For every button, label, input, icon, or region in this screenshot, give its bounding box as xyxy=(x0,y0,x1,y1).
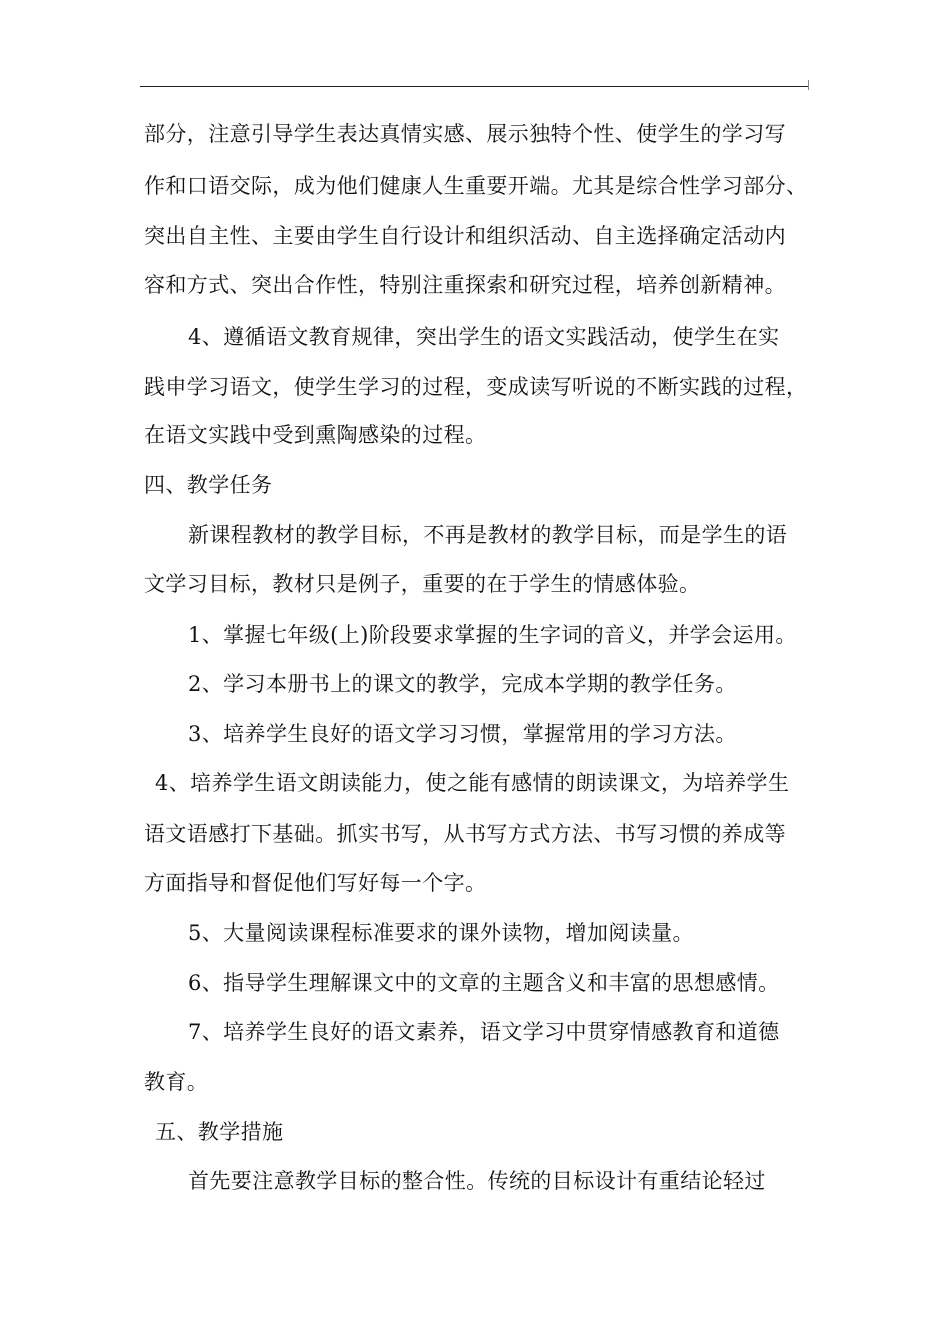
list-item-4: 4、培养学生语文朗读能力，使之能有感情的朗读课文，为培养学生 xyxy=(155,771,790,795)
body-line-6: 践申学习语文，使学生学习的过程，变成读写听说的不断实践的过程， xyxy=(144,375,808,399)
list-item-7: 7、培养学生良好的语文素养，语文学习中贯穿情感教育和道德 xyxy=(188,1020,780,1044)
header-rule-end-mark xyxy=(808,80,809,90)
list-item-3: 3、培养学生良好的语文学习习惯，掌握常用的学习方法。 xyxy=(188,722,737,746)
body-line-16: 方面指导和督促他们写好每一个字。 xyxy=(144,871,487,895)
body-line-2: 作和口语交际，成为他们健康人生重要开端。尤其是综合性学习部分、 xyxy=(144,174,808,198)
list-item-6: 6、指导学生理解课文中的文章的主题含义和丰富的思想感情。 xyxy=(188,971,780,995)
list-item-1: 1、掌握七年级(上)阶段要求掌握的生字词的音义，并学会运用。 xyxy=(188,623,797,647)
body-line-1: 部分，注意引导学生表达真情实感、展示独特个性、使学生的学习写 xyxy=(144,122,786,146)
section-heading-5: 五、教学措施 xyxy=(155,1120,284,1144)
body-line-20: 教育。 xyxy=(144,1070,209,1094)
body-line-10: 文学习目标，教材只是例子，重要的在于学生的情感体验。 xyxy=(144,572,701,596)
list-item-5: 5、大量阅读课程标准要求的课外读物，增加阅读量。 xyxy=(188,921,694,945)
list-item-2: 2、学习本册书上的课文的教学，完成本学期的教学任务。 xyxy=(188,672,737,696)
body-line-15: 语文语感打下基础。抓实书写，从书写方式方法、书写习惯的养成等 xyxy=(144,822,786,846)
body-line-4: 容和方式、突出合作性，特别注重探索和研究过程，培养创新精神。 xyxy=(144,273,786,297)
body-line-7: 在语文实践中受到熏陶感染的过程。 xyxy=(144,423,487,447)
body-line-9: 新课程教材的教学目标，不再是教材的教学目标，而是学生的语 xyxy=(188,523,788,547)
body-line-5: 4、遵循语文教育规律，突出学生的语文实践活动，使学生在实 xyxy=(188,325,780,349)
body-line-3: 突出自主性、主要由学生自行设计和组织活动、自主选择确定活动内 xyxy=(144,224,786,248)
header-rule xyxy=(140,86,808,87)
section-heading-4: 四、教学任务 xyxy=(144,473,273,497)
body-line-22: 首先要注意教学目标的整合性。传统的目标设计有重结论轻过 xyxy=(188,1169,766,1193)
